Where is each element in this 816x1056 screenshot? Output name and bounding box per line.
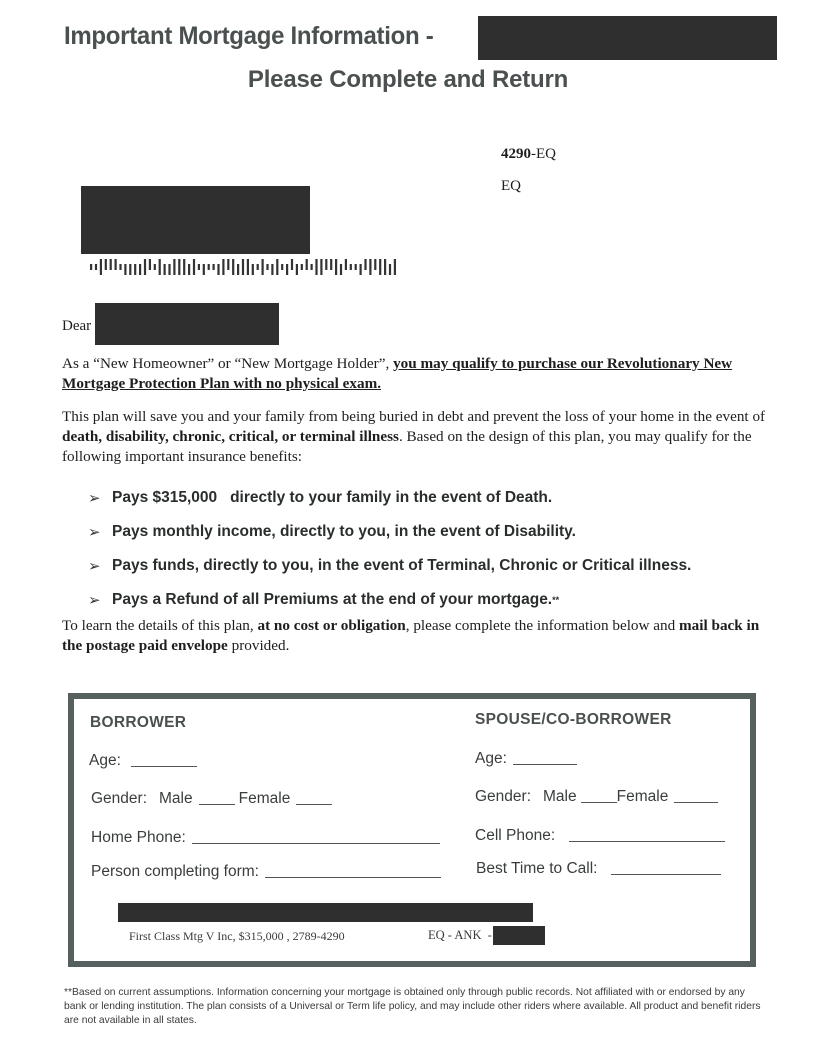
barcode-bar bbox=[164, 264, 166, 275]
barcode-bar bbox=[168, 264, 170, 275]
barcode-bar bbox=[286, 264, 288, 275]
closing-bold-1: at no cost or obligation bbox=[257, 617, 406, 634]
barcode-bar bbox=[203, 264, 205, 275]
closing-paragraph bbox=[62, 616, 772, 656]
mailer-info: First Class Mtg V Inc, $315,000 , 2789-4290 bbox=[129, 929, 345, 943]
body-text-2: . Based on the design of this plan, you may qualify for the following important insurance benefits: bbox=[62, 428, 752, 465]
arrow-bullet-icon: ➢ bbox=[88, 490, 101, 507]
barcode-bar bbox=[193, 259, 195, 275]
barcode-bar bbox=[266, 264, 268, 270]
benefit-item bbox=[88, 481, 691, 515]
cell-phone-input[interactable] bbox=[569, 840, 725, 842]
barcode-bar bbox=[315, 259, 317, 275]
arrow-bullet-icon: ➢ bbox=[88, 592, 101, 609]
barcode-bar bbox=[144, 259, 146, 275]
co-borrower-gender-field[interactable] bbox=[475, 788, 718, 806]
co-borrower-male-input[interactable] bbox=[581, 801, 617, 803]
barcode-bar bbox=[369, 259, 371, 275]
borrower-male-label: Male bbox=[159, 790, 193, 807]
barcode-bar bbox=[296, 264, 298, 275]
borrower-gender-label: Gender: bbox=[91, 790, 148, 807]
barcode-bar bbox=[213, 264, 215, 270]
barcode-bar bbox=[379, 259, 381, 275]
person-completing-input[interactable] bbox=[265, 876, 441, 878]
barcode-bar bbox=[129, 264, 131, 275]
barcode-bar bbox=[232, 259, 234, 275]
barcode-bar bbox=[340, 264, 342, 275]
benefit-text: Pays a Refund of all Premiums at the end of your mortgage. bbox=[112, 591, 553, 608]
barcode-bar bbox=[105, 259, 107, 270]
reference-code-secondary: EQ bbox=[501, 178, 521, 194]
barcode-bar bbox=[311, 264, 313, 270]
barcode-bar bbox=[320, 259, 322, 275]
barcode-bar bbox=[271, 264, 273, 275]
barcode-bar bbox=[345, 259, 347, 270]
co-borrower-male-label: Male bbox=[543, 788, 577, 805]
intro-paragraph bbox=[62, 354, 772, 394]
closing-text-1: To learn the details of this plan, bbox=[62, 617, 258, 634]
person-completing-label: Person completing form: bbox=[91, 863, 259, 880]
barcode-bar bbox=[227, 259, 229, 270]
barcode-bar bbox=[242, 259, 244, 275]
postal-barcode-icon bbox=[90, 259, 402, 275]
barcode-bar bbox=[124, 264, 126, 275]
barcode-bar bbox=[208, 264, 210, 270]
redacted-recipient-name bbox=[95, 303, 279, 345]
barcode-bar bbox=[335, 259, 337, 275]
barcode-bar bbox=[262, 259, 264, 275]
barcode-bar bbox=[139, 264, 141, 275]
borrower-age-field[interactable] bbox=[89, 752, 197, 770]
best-time-field[interactable] bbox=[476, 860, 721, 878]
barcode-bar bbox=[364, 259, 366, 270]
barcode-bar bbox=[173, 259, 175, 275]
barcode-bar bbox=[330, 259, 332, 270]
barcode-bar bbox=[100, 259, 102, 275]
reference-code-suffix: -EQ bbox=[531, 146, 556, 162]
barcode-bar bbox=[389, 264, 391, 275]
reference-code bbox=[501, 146, 556, 163]
borrower-gender-field[interactable] bbox=[91, 790, 332, 808]
barcode-bar bbox=[119, 264, 121, 270]
barcode-bar bbox=[159, 259, 161, 275]
barcode-bar bbox=[394, 259, 396, 275]
barcode-bar bbox=[384, 259, 386, 275]
benefit-item bbox=[88, 515, 691, 549]
benefits-list bbox=[88, 481, 691, 617]
person-completing-field[interactable] bbox=[91, 863, 441, 881]
borrower-age-label: Age: bbox=[89, 752, 121, 769]
body-bold-conditions: death, disability, chronic, critical, or terminal illness bbox=[62, 428, 399, 445]
best-time-input[interactable] bbox=[611, 873, 721, 875]
barcode-bar bbox=[237, 264, 239, 275]
borrower-phone-label: Home Phone: bbox=[91, 829, 186, 846]
benefit-text: Pays $315,000 directly to your family in the event of Death. bbox=[112, 489, 553, 506]
barcode-bar bbox=[360, 264, 362, 275]
borrower-male-input[interactable] bbox=[199, 803, 235, 805]
closing-bold-2: mail back in the postage paid envelope bbox=[62, 617, 760, 654]
borrower-phone-input[interactable] bbox=[192, 842, 440, 844]
barcode-bar bbox=[355, 264, 357, 270]
co-borrower-female-input[interactable] bbox=[674, 801, 718, 803]
borrower-heading: BORROWER bbox=[90, 714, 187, 731]
benefit-text: Pays monthly income, directly to you, in the event of Disability. bbox=[112, 523, 576, 540]
barcode-bar bbox=[154, 264, 156, 270]
redacted-name-block bbox=[478, 16, 777, 60]
barcode-bar bbox=[178, 259, 180, 275]
arrow-bullet-icon: ➢ bbox=[88, 524, 101, 541]
co-borrower-female-label: Female bbox=[616, 788, 669, 805]
co-borrower-heading: SPOUSE/CO-BORROWER bbox=[475, 711, 672, 728]
benefit-item bbox=[88, 583, 691, 617]
barcode-bar bbox=[281, 264, 283, 270]
cell-phone-field[interactable] bbox=[475, 827, 725, 845]
salutation: Dear bbox=[62, 318, 92, 334]
barcode-bar bbox=[198, 264, 200, 270]
co-borrower-age-label: Age: bbox=[475, 750, 507, 767]
co-borrower-age-input[interactable] bbox=[513, 763, 577, 765]
disclaimer-footnote: **Based on current assumptions. Information concerning your mortgage is obtained only through public records. Not affiliated with or endorsed by any bank or lending institution. The plan consists of a Universal or Term life policy, and may include other riders where available. All product and benefit riders are not available in all states. bbox=[64, 987, 761, 1026]
barcode-bar bbox=[247, 259, 249, 275]
barcode-bar bbox=[134, 264, 136, 275]
document-title: Important Mortgage Information - bbox=[64, 22, 434, 50]
barcode-bar bbox=[183, 259, 185, 275]
arrow-bullet-icon: ➢ bbox=[88, 558, 101, 575]
barcode-bar bbox=[149, 259, 151, 270]
barcode-bar bbox=[276, 259, 278, 275]
intro-emphasis: you may qualify to purchase our Revolutionary New Mortgage Protection Plan with no physical exam. bbox=[62, 355, 733, 392]
barcode-bar bbox=[257, 264, 259, 270]
redacted-tracking-id bbox=[493, 926, 545, 945]
redacted-address-block bbox=[81, 186, 310, 254]
barcode-bar bbox=[217, 264, 219, 275]
barcode-bar bbox=[252, 264, 254, 275]
co-borrower-gender-label: Gender: bbox=[475, 788, 532, 805]
footnote-mark: ** bbox=[552, 595, 560, 605]
barcode-bar bbox=[222, 259, 224, 275]
barcode-bar bbox=[110, 259, 112, 270]
borrower-female-input[interactable] bbox=[296, 803, 332, 805]
barcode-bar bbox=[115, 259, 117, 270]
body-paragraph bbox=[62, 407, 772, 467]
borrower-phone-field[interactable] bbox=[91, 829, 440, 847]
barcode-bar bbox=[291, 259, 293, 270]
barcode-bar bbox=[301, 264, 303, 270]
best-time-label: Best Time to Call: bbox=[476, 860, 598, 877]
benefit-text: Pays funds, directly to you, in the event of Terminal, Chronic or Critical illness. bbox=[112, 557, 692, 574]
barcode-bar bbox=[95, 264, 97, 270]
barcode-bar bbox=[325, 259, 327, 270]
borrower-age-input[interactable] bbox=[131, 765, 197, 767]
intro-text: As a “New Homeowner” or “New Mortgage Holder”, bbox=[62, 355, 394, 372]
borrower-female-label: Female bbox=[238, 790, 291, 807]
tracking-code: EQ - ANK - bbox=[428, 928, 492, 942]
closing-text-2: , please complete the information below and bbox=[405, 617, 680, 634]
barcode-bar bbox=[90, 264, 92, 270]
co-borrower-age-field[interactable] bbox=[475, 750, 577, 768]
closing-text-3: provided. bbox=[227, 637, 290, 654]
document-subtitle: Please Complete and Return bbox=[247, 66, 569, 93]
barcode-bar bbox=[188, 264, 190, 275]
barcode-bar bbox=[374, 259, 376, 270]
redacted-recipient-line bbox=[118, 903, 533, 922]
barcode-bar bbox=[306, 259, 308, 270]
body-text-1: This plan will save you and your family from being buried in debt and prevent the loss of your home in the event of bbox=[62, 408, 766, 425]
reference-code-number: 4290 bbox=[501, 146, 531, 162]
cell-phone-label: Cell Phone: bbox=[475, 827, 556, 844]
barcode-bar bbox=[350, 264, 352, 270]
benefit-item bbox=[88, 549, 691, 583]
